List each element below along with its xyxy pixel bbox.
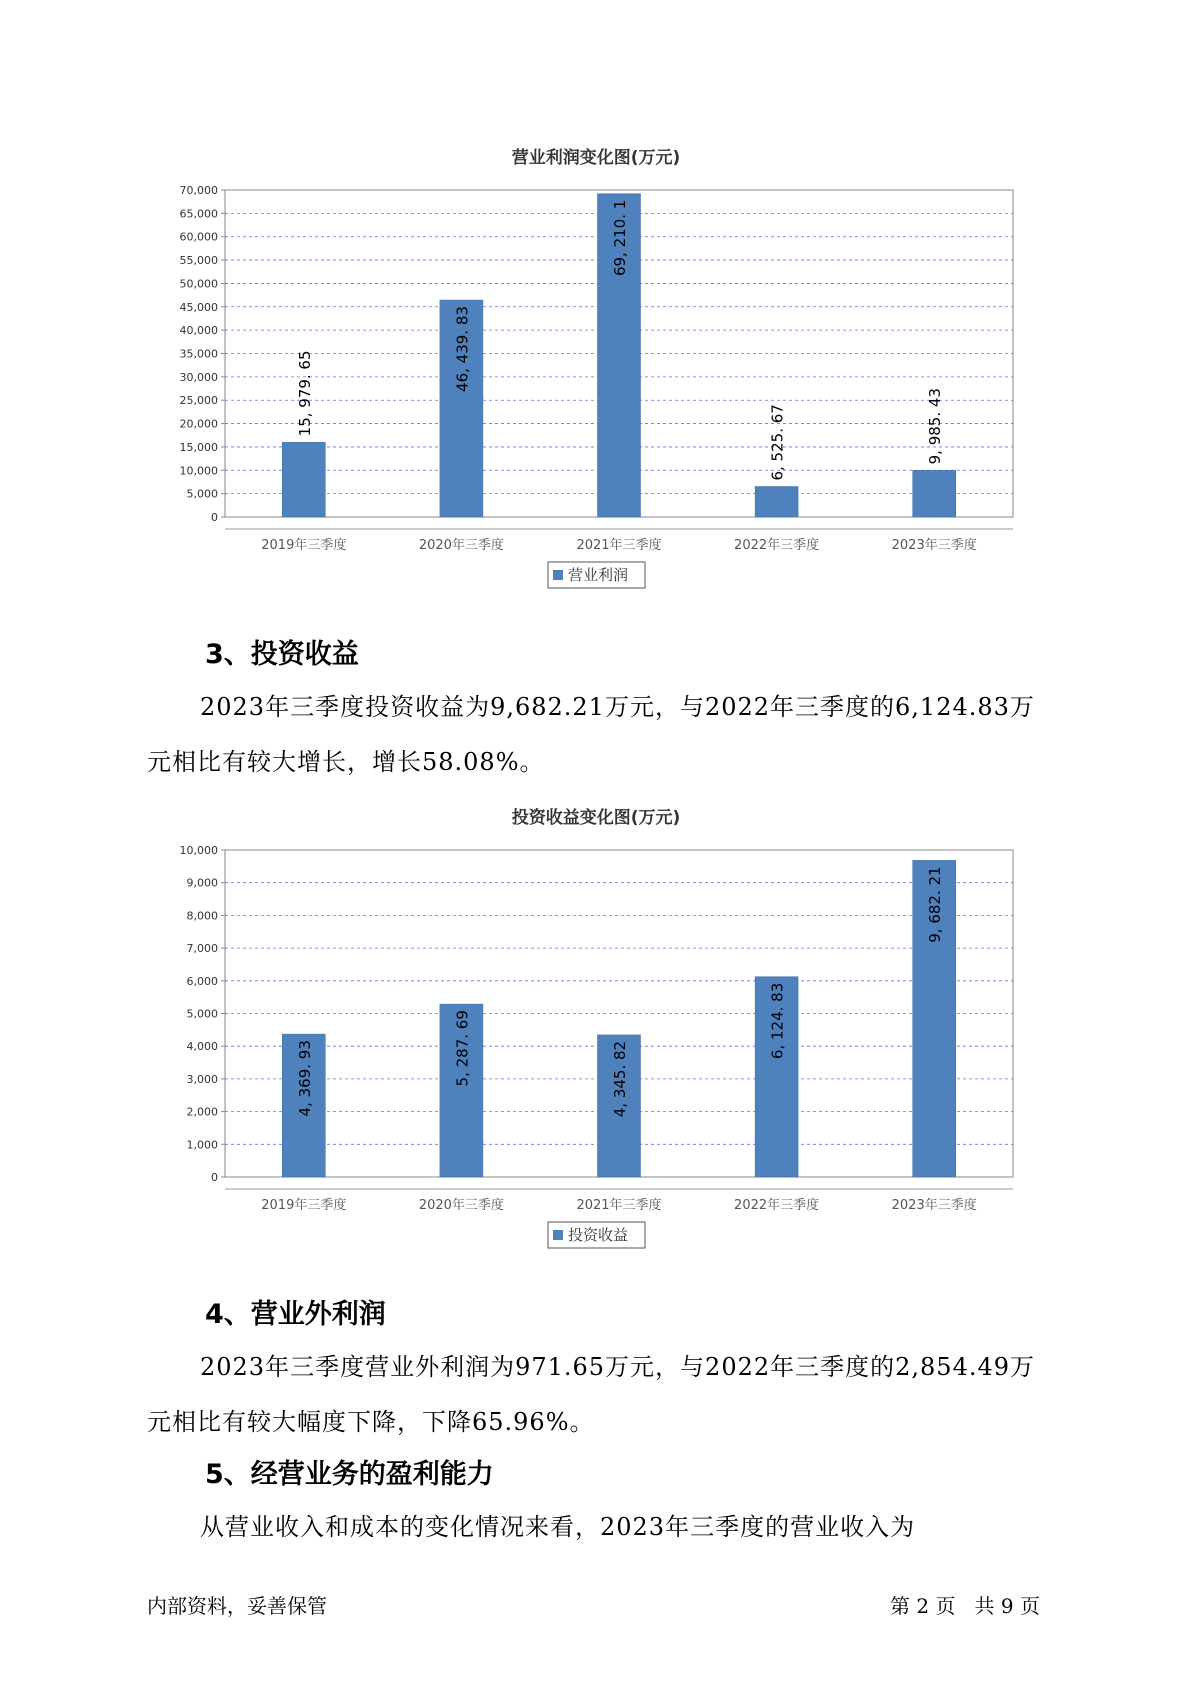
y-tick-label: 55,000 (179, 254, 218, 268)
section-3-paragraph: 2023年三季度投资收益为9,682.21万元，与2022年三季度的6,124.83万元相比有较大增长，增长58.08%。 (147, 693, 1035, 776)
bar-value-label: 4, 345. 82 (611, 1040, 629, 1118)
investment-income-chart (0, 800, 1191, 1260)
section-4-paragraph: 2023年三季度营业外利润为971.65万元，与2022年三季度的2,854.49万元相比有较大幅度下降，下降65.96%。 (147, 1353, 1036, 1436)
bar-value-label: 15, 979. 65 (295, 350, 314, 437)
y-tick-label: 25,000 (179, 394, 218, 408)
section-5-paragraph: 从营业收入和成本的变化情况来看，2023年三季度的营业收入为 (200, 1513, 916, 1541)
y-tick-label: 15,000 (179, 440, 218, 454)
y-tick-label: 10,000 (179, 464, 218, 478)
y-tick-label: 0 (211, 511, 218, 524)
chart-title: 营业利润变化图(万元) (511, 148, 681, 168)
operating-profit-chart-svg (0, 140, 1191, 600)
legend-label: 投资收益 (568, 1226, 629, 1244)
section-4-title: 4、营业外利润 (205, 1299, 386, 1330)
bar-value-label: 5, 287. 69 (453, 1010, 472, 1087)
x-tick-label: 2023年三季度 (891, 1198, 977, 1213)
x-tick-label: 2022年三季度 (734, 1198, 820, 1213)
y-tick-label: 65,000 (179, 207, 218, 221)
x-tick-label: 2023年三季度 (891, 538, 977, 553)
bar-value-label: 6, 525. 67 (768, 404, 787, 481)
y-tick-label: 40,000 (179, 324, 218, 338)
y-tick-label: 0 (211, 1171, 218, 1184)
y-tick-label: 9,000 (186, 876, 218, 890)
y-tick-label: 5,000 (186, 487, 218, 501)
x-tick-label: 2021年三季度 (576, 538, 662, 553)
y-tick-label: 1,000 (186, 1138, 218, 1152)
section-5-title: 5、经营业务的盈利能力 (205, 1459, 494, 1490)
bar-value-label: 69, 210. 1 (611, 199, 629, 277)
bar-value-label: 6, 124. 83 (768, 982, 787, 1060)
y-tick-label: 3,000 (186, 1072, 218, 1086)
y-tick-label: 5,000 (186, 1007, 218, 1021)
y-tick-label: 7,000 (186, 942, 218, 956)
x-tick-label: 2019年三季度 (261, 1198, 347, 1213)
x-tick-label: 2020年三季度 (418, 1198, 504, 1213)
footer-confidential: 内部资料，妥善保管 (147, 1594, 327, 1618)
x-tick-label: 2019年三季度 (261, 538, 347, 553)
bar-value-label: 46, 439. 83 (453, 306, 472, 392)
op-profit-bar-2022年三季度 (755, 487, 798, 517)
investment-income-chart-svg (0, 800, 1191, 1260)
footer-page-number: 第 2 页 共 9 页 (890, 1594, 1040, 1618)
op-profit-bar-2019年三季度 (282, 442, 325, 517)
chart-title: 投资收益变化图(万元) (511, 808, 681, 828)
y-tick-label: 10,000 (179, 844, 218, 857)
y-tick-label: 20,000 (179, 417, 218, 431)
op-profit-bar-2023年三季度 (913, 470, 956, 517)
y-tick-label: 30,000 (179, 370, 218, 384)
legend-label: 营业利润 (568, 566, 629, 584)
bar-value-label: 4, 369. 93 (295, 1040, 314, 1117)
operating-profit-chart (0, 140, 1191, 600)
y-tick-label: 8,000 (186, 909, 218, 923)
y-tick-label: 70,000 (179, 184, 218, 197)
y-tick-label: 50,000 (179, 277, 218, 291)
x-tick-label: 2021年三季度 (576, 1198, 662, 1213)
bar-value-label: 9, 985. 43 (926, 388, 945, 465)
bar-value-label: 9, 682. 21 (926, 866, 945, 943)
y-tick-label: 45,000 (179, 300, 218, 314)
section-3-title: 3、投资收益 (205, 639, 359, 670)
y-tick-label: 35,000 (179, 347, 218, 361)
y-tick-label: 6,000 (186, 974, 218, 988)
y-tick-label: 2,000 (186, 1105, 218, 1119)
x-tick-label: 2022年三季度 (734, 538, 820, 553)
y-tick-label: 4,000 (186, 1040, 218, 1054)
y-tick-label: 60,000 (179, 230, 218, 244)
x-tick-label: 2020年三季度 (418, 538, 504, 553)
legend-swatch (553, 570, 563, 580)
legend-swatch (553, 1230, 563, 1240)
